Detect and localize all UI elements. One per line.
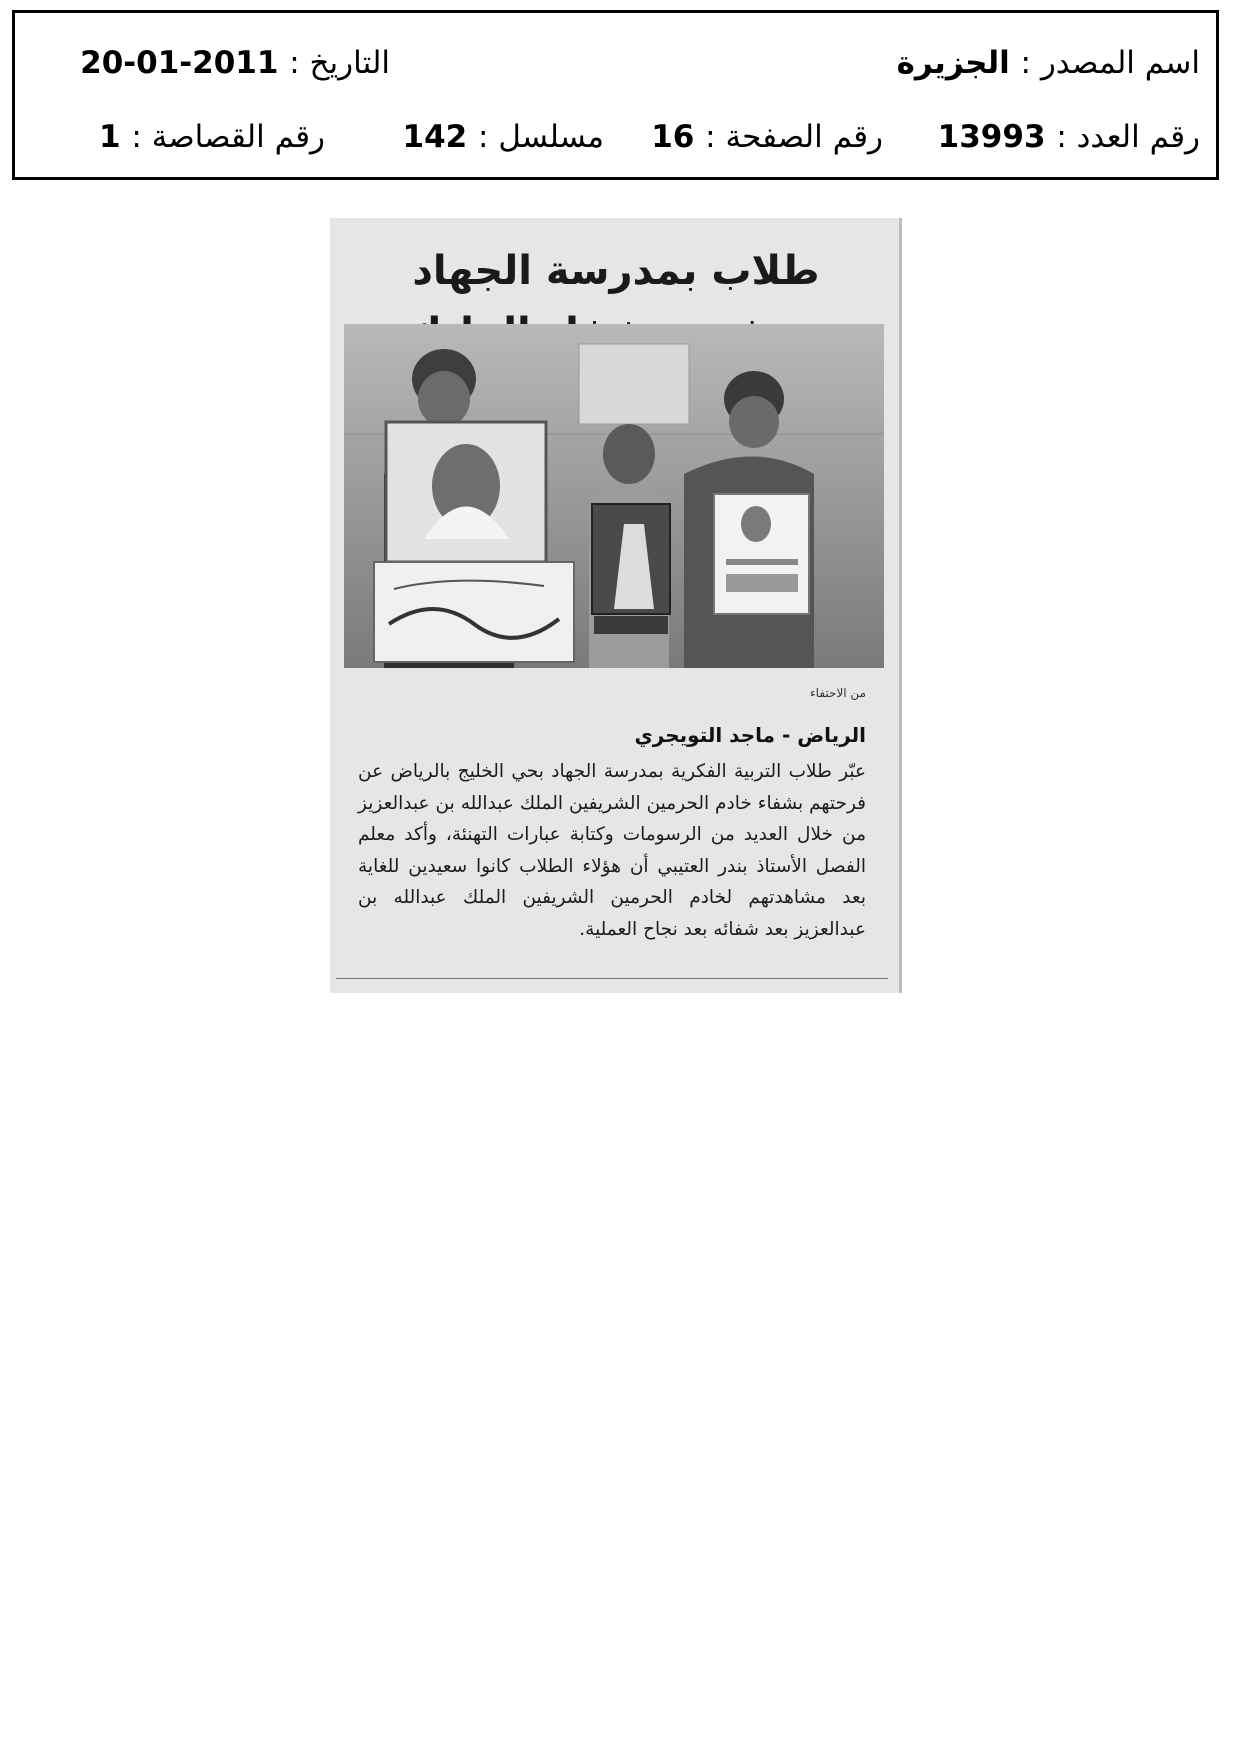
serial-value: 142 xyxy=(402,119,468,155)
serial-label: مسلسل : xyxy=(478,119,604,155)
page-field xyxy=(651,117,883,157)
page-label: رقم الصفحة : xyxy=(705,119,883,155)
article-byline: الرياض - ماجد التويجري xyxy=(634,723,866,747)
issue-field xyxy=(938,117,1200,157)
clip-number-label: رقم القصاصة : xyxy=(131,119,325,155)
article-body: عبّر طلاب التربية الفكرية بمدرسة الجهاد بحي الخليج بالرياض عن فرحتهم بشفاء خادم الحرمين الشريفين الملك عبدالله بن عبدالعزيز من خلال العديد من الرسومات وكتابة عبارات التهنئة، وأكد معلم الفصل الأستاذ بندر العتيبي أن هؤلاء الطلاب كانوا سعيدين للغاية بعد مشاهدتهم لخادم الحرمين الشريفين الملك عبدالله بن عبدالعزيز بعد شفائه بعد نجاح العملية. xyxy=(358,761,866,940)
date-field xyxy=(80,43,390,83)
source-field xyxy=(897,43,1200,83)
date-label: التاريخ : xyxy=(289,45,390,81)
source-value: الجزيرة xyxy=(896,45,1010,81)
clipping-edge xyxy=(899,218,902,993)
page-value: 16 xyxy=(651,119,695,155)
clip-number-value: 1 xyxy=(99,119,121,155)
serial-field xyxy=(403,117,604,157)
bottom-rule xyxy=(336,978,888,979)
photo-caption: من الاحتفاء xyxy=(810,686,866,700)
newspaper-clipping xyxy=(330,218,902,993)
issue-label: رقم العدد : xyxy=(1056,119,1200,155)
date-value: 2011-01-20 xyxy=(80,45,279,81)
photo-illustration xyxy=(344,324,884,668)
source-label: اسم المصدر : xyxy=(1020,45,1200,81)
article-headline: طلاب بمدرسة الجهاد xyxy=(412,248,820,294)
clipping-info-header xyxy=(12,10,1219,180)
article-photo xyxy=(344,324,884,668)
issue-value: 13993 xyxy=(937,119,1046,155)
clip-number-field xyxy=(99,117,325,157)
